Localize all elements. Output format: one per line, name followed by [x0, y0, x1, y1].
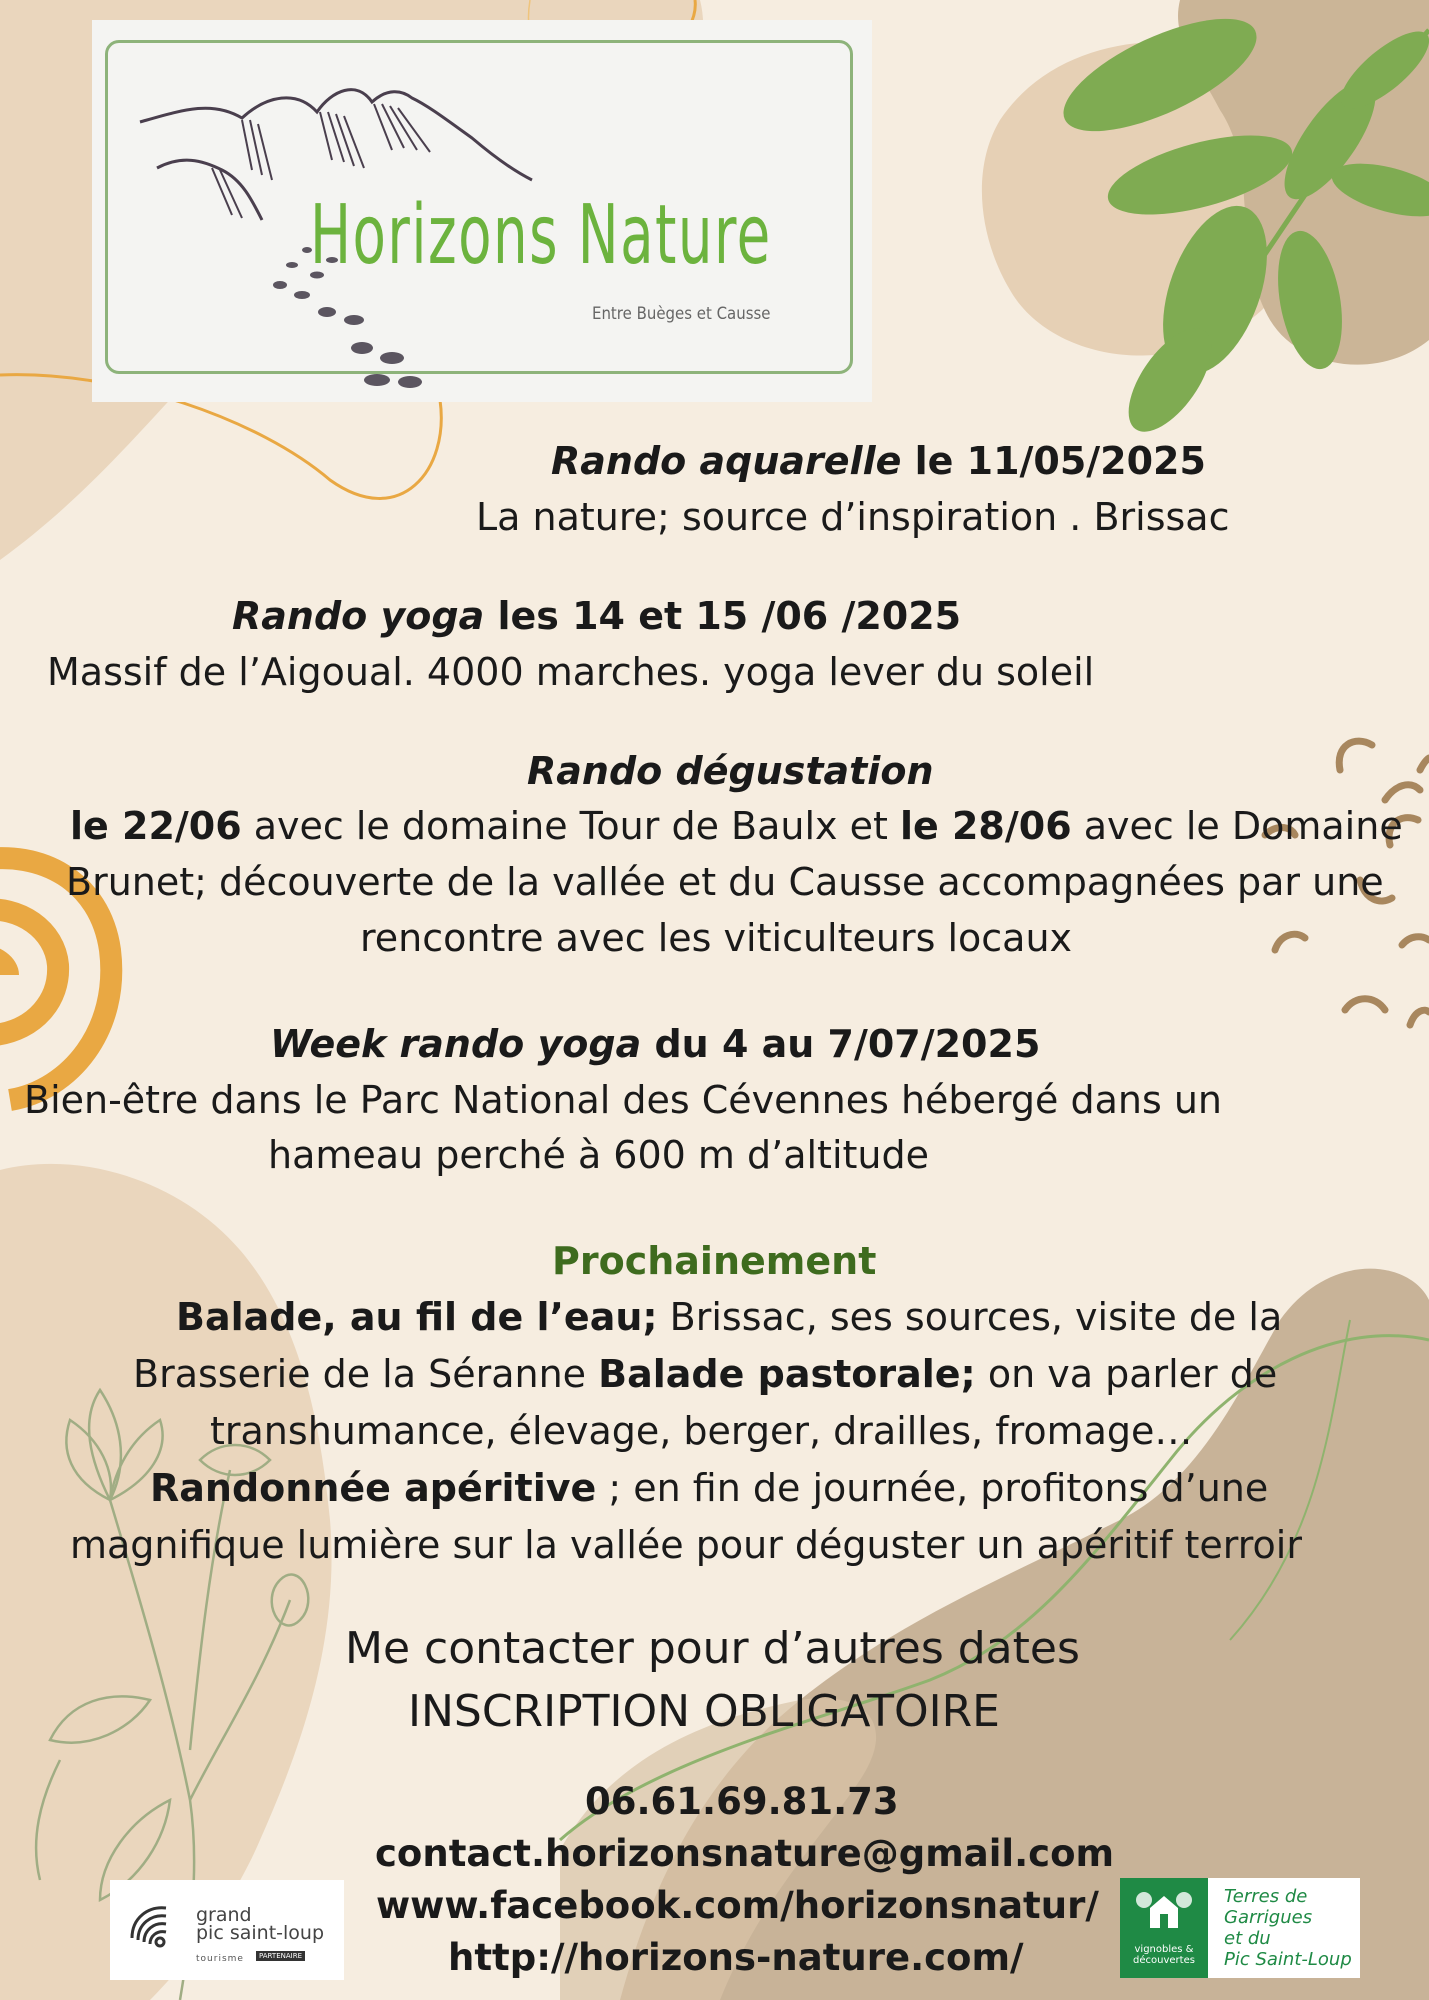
balade-eau-title: Balade, au fil de l’eau; — [176, 1295, 658, 1339]
event-3-text-2: avec le Domaine — [1071, 804, 1403, 848]
balade-pastorale-text: on va parler de — [975, 1352, 1278, 1396]
upcoming-line-3: transhumance, élevage, berger, drailles, fromage… — [210, 1409, 1193, 1453]
event-1-date: le 11/05/2025 — [901, 439, 1206, 483]
horizons-nature-logo — [92, 20, 872, 402]
partner-right-line-2: Garrigues — [1224, 1907, 1313, 1928]
upcoming-line-2 — [133, 1346, 1277, 1402]
event-2-heading — [232, 588, 961, 644]
event-4-heading — [270, 1016, 1040, 1072]
partner-left-tourisme: tourisme — [196, 1954, 244, 1964]
event-1-description: La nature; source d’inspiration . Brissac — [476, 495, 1230, 539]
contact-email[interactable]: contact.horizonsnature@gmail.com — [375, 1832, 1115, 1875]
event-4-description-1: Bien-être dans le Parc National des Cévennes hébergé dans un — [24, 1078, 1223, 1122]
randonnee-aperitive-title: Randonnée apéritive — [150, 1466, 597, 1510]
balade-pastorale-title: Balade pastorale; — [598, 1352, 976, 1396]
upcoming-line-4 — [150, 1460, 1268, 1516]
event-3-description-1: Brunet; découverte de la vallée et du Causse accompagnées par une — [66, 860, 1384, 904]
terres-garrigues-text — [1224, 1886, 1352, 1970]
event-4-description-2: hameau perché à 600 m d’altitude — [268, 1133, 929, 1177]
cta-registration-required: INSCRIPTION OBLIGATOIRE — [408, 1686, 1000, 1737]
partner-left-name — [196, 1906, 324, 1942]
grand-pic-saint-loup-logo — [110, 1880, 344, 1980]
partner-badge: PARTENAIRE — [256, 1951, 305, 1961]
upcoming-line-5: magnifique lumière sur la vallée pour déguster un apéritif terroir — [70, 1523, 1302, 1567]
brasserie-text: Brasserie de la Séranne — [133, 1352, 599, 1396]
event-3-date-2: le 28/06 — [899, 804, 1072, 848]
event-1-heading — [551, 433, 1206, 489]
event-3-title: Rando dégustation — [527, 749, 934, 793]
event-3-heading — [527, 743, 934, 799]
contact-website[interactable]: http://horizons-nature.com/ — [448, 1936, 1024, 1979]
upcoming-heading: Prochainement — [552, 1239, 877, 1283]
event-4-title: Week rando yoga — [270, 1022, 642, 1066]
partner-right-line-3: et du — [1224, 1928, 1271, 1949]
logo-subtitle: Entre Buèges et Causse — [592, 304, 771, 324]
partner-right-line-4: Pic Saint-Loup — [1224, 1949, 1352, 1970]
partner-left-line-1: grand — [196, 1904, 252, 1926]
contact-phone[interactable]: 06.61.69.81.73 — [585, 1780, 899, 1823]
event-3-text-1: avec le domaine Tour de Baulx et — [241, 804, 900, 848]
event-2-date: les 14 et 15 /06 /2025 — [484, 594, 962, 638]
house-grapes-icon — [1120, 1878, 1208, 1942]
event-1-title: Rando aquarelle — [551, 439, 902, 483]
swirl-icon — [126, 1898, 190, 1962]
event-4-date: du 4 au 7/07/2025 — [641, 1022, 1041, 1066]
partner-right-line-1: Terres de — [1224, 1886, 1308, 1907]
vignobles-label: vignobles & découvertes — [1133, 1944, 1195, 1966]
event-3-dates — [70, 798, 1403, 854]
randonnee-aperitive-text: ; en fin de journée, profitons d’une — [596, 1466, 1269, 1510]
vignobles-badge — [1120, 1878, 1208, 1978]
cta-other-dates: Me contacter pour d’autres dates — [345, 1623, 1080, 1674]
upcoming-line-1 — [176, 1289, 1282, 1345]
logo-title: Horizons Nature — [310, 188, 772, 283]
event-3-date-1: le 22/06 — [70, 804, 242, 848]
vignobles-decouvertes-logo — [1120, 1878, 1360, 1978]
event-2-title: Rando yoga — [232, 594, 485, 638]
contact-facebook[interactable]: www.facebook.com/horizonsnatur/ — [376, 1884, 1099, 1927]
balade-eau-text: Brissac, ses sources, visite de la — [657, 1295, 1283, 1339]
partner-left-line-2: pic saint-loup — [196, 1922, 324, 1944]
event-2-description: Massif de l’Aigoual. 4000 marches. yoga lever du soleil — [47, 650, 1095, 694]
event-3-description-2: rencontre avec les viticulteurs locaux — [360, 916, 1073, 960]
